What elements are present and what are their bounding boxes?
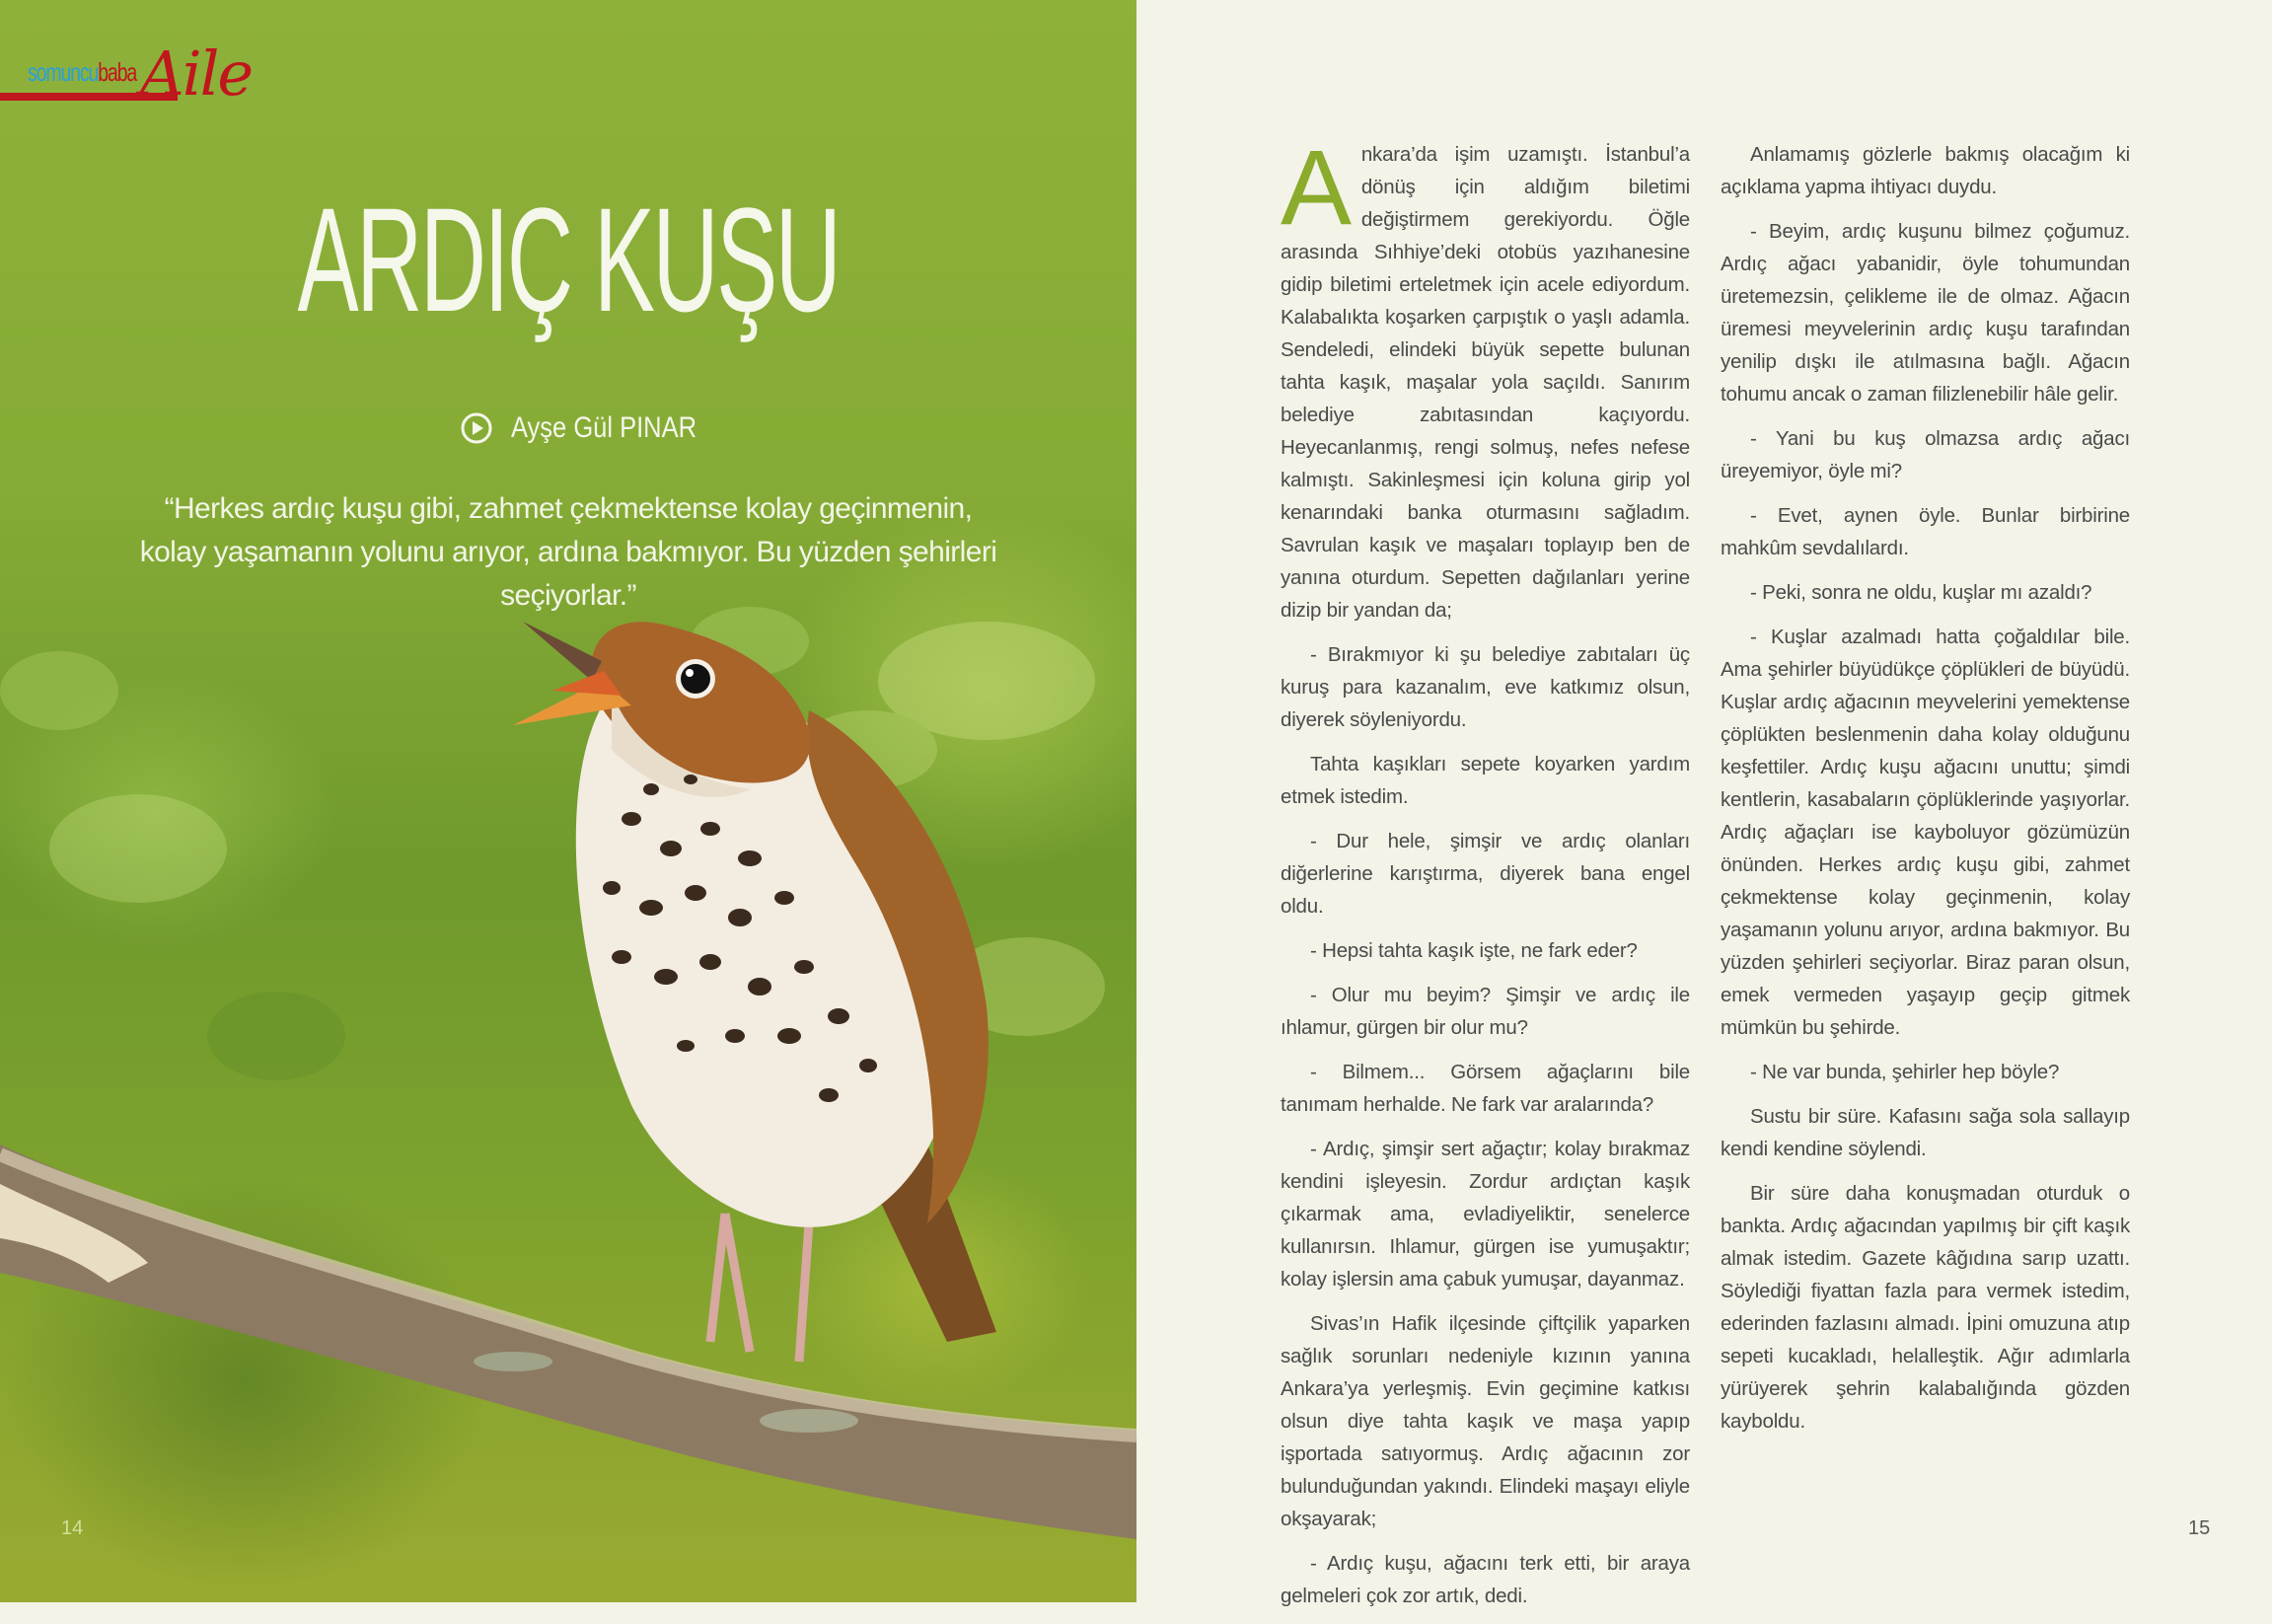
paragraph: Bir süre daha konuşmadan oturduk o bankta. Ardıç ağacından yapılmış bir çift kaşık almak istedim. Gazete kâğıdına sarıp uzattı. Söylediği fiyattan fazla para vermek istedim, ederinden fazlasını almadı. İpini omuzuna atıp sepeti kucakladı, helalleştik. Ağır adımlarla yürüyerek şehrin kalabalığında gözden kayboldu. — [1721, 1182, 2130, 1433]
right-page — [1136, 0, 2272, 1607]
paragraph: - Yani bu kuş olmazsa ardıç ağacı üreyemiyor, öyle mi? — [1721, 427, 2130, 482]
author-name: Ayşe Gül PINAR — [511, 411, 697, 444]
article-title: ARDIÇ KUŞU — [297, 177, 840, 342]
text-column-1 — [1281, 127, 1690, 1624]
play-circle-icon — [460, 411, 493, 445]
text-column-2 — [1721, 138, 2130, 1449]
logo-script: Aile — [140, 37, 253, 110]
left-page — [0, 0, 1136, 1602]
paragraph: - Bilmem... Görsem ağaçlarını bile tanımam herhalde. Ne fark var aralarında? — [1281, 1061, 1690, 1116]
drop-cap: A — [1281, 127, 1352, 247]
paragraph: - Evet, aynen öyle. Bunlar birbirine mahkûm sevdalılardı. — [1721, 504, 2130, 559]
paragraph: - Ne var bunda, şehirler hep böyle? — [1750, 1061, 2060, 1083]
paragraph: Sivas’ın Hafik ilçesinde çiftçilik yaparken sağlık sorunları nedeniyle kızının yanına Ankara’ya yerleşmiş. Evin geçimine katkısı olsun diye tahta kaşık ve maşa yapıp işportada satıyormuş. Ardıç ağacının zor bulunduğundan yakındı. Elindeki maşayı eliyle okşayarak; — [1281, 1312, 1690, 1530]
paragraph: - Bırakmıyor ki şu belediye zabıtaları üç kuruş para kazanalım, eve katkımız olsun, diyerek söyleniyordu. — [1281, 643, 1690, 731]
paragraph: - Dur hele, şimşir ve ardıç olanları diğerlerine karıştırma, diyerek bana engel oldu. — [1281, 830, 1690, 918]
paragraph: - Kuşlar azalmadı hatta çoğaldılar bile. Ama şehirler büyüdükçe çöplükleri de büyüdü. Kuşlar ardıç ağacının meyvelerini yemektense çöplükten beslenmenin daha kolay olduğunu keşfettiler. Ardıç kuşu ağacını unuttu; şimdi kentlerin, kasabaların çöplüklerinde yaşıyorlar. Ardıç ağaçları ise kayboluyor gözümüzün önünden. Herkes ardıç kuşu gibi, zahmet çekmektense kolay geçinmenin, kolay yaşamanın yolunu arıyor, ardına bakmıyor. Bu yüzden şehirleri seçiyorlar. Biraz paran olsun, emek vermeden yaşayıp geçip gitmek mümkün bu şehirde. — [1721, 626, 2130, 1039]
page-number-left: 14 — [61, 1517, 84, 1539]
author-byline — [460, 406, 729, 450]
paragraph: - Peki, sonra ne oldu, kuşlar mı azaldı? — [1750, 581, 2092, 604]
pull-quote: “Herkes ardıç kuşu gibi, zahmet çekmektense kolay geçinmenin, kolay yaşamanın yolunu arıyor, ardına bakmıyor. Bu yüzden şehirleri seçiyorlar.” — [139, 492, 997, 612]
paragraph: - Ardıç kuşu, ağacını terk etti, bir araya gelmeleri çok zor artık, dedi. — [1281, 1552, 1690, 1607]
bird-legs — [710, 1214, 750, 1352]
logo-wordmark: somuncubaba — [28, 57, 137, 87]
page-number-right: 15 — [2188, 1517, 2211, 1539]
paragraph: Sustu bir süre. Kafasını sağa sola sallayıp kendi kendine söylendi. — [1721, 1105, 2130, 1160]
bird-beak — [523, 622, 602, 681]
paragraph: - Olur mu beyim? Şimşir ve ardıç ile ıhlamur, gürgen bir olur mu? — [1281, 984, 1690, 1039]
paragraph: Tahta kaşıkları sepete koyarken yardım etmek istedim. — [1281, 753, 1690, 808]
paragraph: Ankara’da işim uzamıştı. İstanbul’a dönüş için aldığım biletimi değiştirmem gerekiyordu. Öğle arasında Sıhhiye’deki otobüs yazıhanesine gidip biletimi erteletmek için acele ediyordum. Kalabalıkta koşarken çarpıştık o yaşlı adamla. Sendeledi, elindeki büyük sepette bulunan tahta kaşık, maşalar yola saçıldı. Sanırım belediye zabıtasından kaçıyordu. Heyecanlanmış, rengi solmuş, nefes nefese kalmıştı. Sakinleşmesi için koluna girip yol kenarındaki banka oturmasını sağladım. Savrulan kaşık ve maşaları toplayıp ben de yanına oturdum. Sepetten dağılanları yerine dizip bir yandan da; — [1281, 127, 1690, 622]
paragraph: Anlamamış gözlerle bakmış olacağım ki açıklama yapma ihtiyacı duydu. — [1721, 143, 2130, 198]
paragraph: - Hepsi tahta kaşık işte, ne fark eder? — [1310, 939, 1638, 962]
brand-logo — [0, 37, 257, 112]
bird-eye — [681, 664, 710, 694]
paragraph: - Beyim, ardıç kuşunu bilmez çoğumuz. Ardıç ağacı yabanidir, öyle tohumundan üretemezsin, çelikleme ile de olmaz. Ağacın üremesi meyvelerinin ardıç kuşu tarafından yenilip dışkı ile atılmasına bağlı. Ağacın tohumu ancak o zaman filizlenebilir hâle gelir. — [1721, 220, 2130, 406]
paragraph: - Ardıç, şimşir sert ağaçtır; kolay bırakmaz kendini işleyesin. Zordur ardıçtan kaşık çıkarmak ama, evladiyeliktir, senelerce kullanırsın. Ihlamur, gürgen ise yumuşaktır; kolay işlersin ama çabuk yumuşar, dayanmaz. — [1281, 1138, 1690, 1291]
